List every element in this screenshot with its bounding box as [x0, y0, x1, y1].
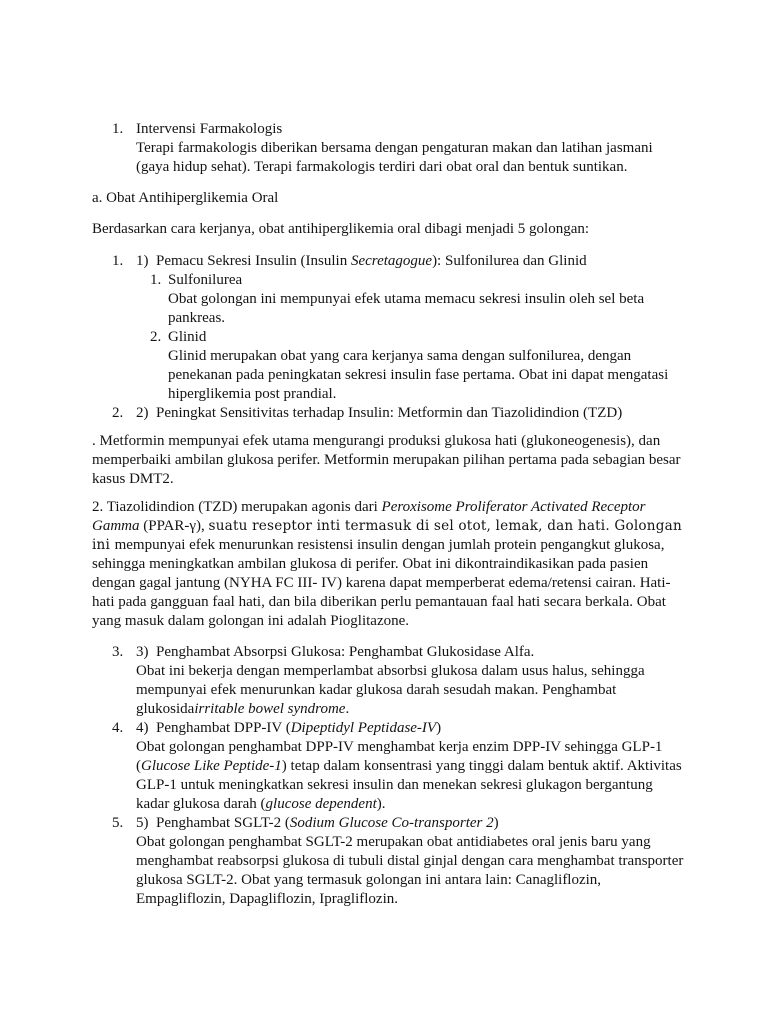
- text-line-group: [92, 189, 686, 208]
- text-run: 5) Penghambat SGLT-2 (: [136, 815, 290, 831]
- list-item-level1: [112, 404, 686, 423]
- list-marker: 1.: [150, 272, 162, 288]
- text-run: ) tetap dalam konsentrasi yang tinggi dalam bentuk aktif. Aktivitas GLP-1 untuk meningkatkan sekresi insulin dan menekan sekresi glukagon bergantung kadar glukosa darah (: [136, 758, 682, 812]
- text-run: Berdasarkan cara kerjanya, obat antihiperglikemia oral dibagi menjadi 5 golongan:: [92, 221, 590, 237]
- list-marker: 2.: [150, 329, 162, 345]
- block-text: [168, 271, 686, 328]
- text-line-group: [92, 498, 686, 631]
- block-text: [168, 328, 686, 404]
- text-run: glucose dependent: [265, 796, 377, 812]
- text-line-group: [136, 252, 686, 271]
- text-line-group: [136, 139, 686, 177]
- text-run: mempunyai efek menurunkan resistensi insulin dengan jumlah protein pengangkut glukosa, sehingga meningkatkan ambilan glukosa di perifer. Obat ini dikontraindikasikan pada pasien dengan gagal jantung (NYHA FC III- IV) karena dapat memperberat edema/retensi cairan. Hati-hati pada gangguan faal hati, dan bila diberikan perlu pemantauan faal hati secara berkala. Obat yang masuk dalam golongan ini adalah Pioglitazone.: [92, 537, 671, 629]
- text-run: 2) Peningkat Sensitivitas terhadap Insulin: Metformin dan Tiazolidindion (TZD): [136, 405, 623, 421]
- block-text: [136, 120, 686, 177]
- text-line-group: [168, 347, 686, 404]
- list-item-level2: [150, 271, 686, 328]
- paragraph: [92, 432, 686, 489]
- block-text: [136, 814, 686, 909]
- text-run: ): Sulfonilurea dan Glinid: [432, 253, 587, 269]
- text-run: Intervensi Farmakologis: [136, 121, 283, 137]
- text-line-group: [136, 719, 686, 738]
- block-text: [92, 220, 686, 239]
- text-line-group: [92, 220, 686, 239]
- list-marker: 4.: [112, 720, 124, 736]
- block-text: [92, 189, 686, 208]
- text-line-group: [136, 738, 686, 814]
- list-marker: 5.: [112, 815, 124, 831]
- text-line-group: [168, 328, 686, 347]
- text-run: Secretagogue: [350, 253, 433, 269]
- text-run: ): [436, 720, 442, 736]
- list-item-level1: [112, 814, 686, 909]
- text-run: Sodium Glucose Co-transporter 2: [289, 815, 494, 831]
- text-run: 3) Penghambat Absorpsi Glukosa: Penghambat Glukosidase Alfa.: [136, 644, 535, 660]
- list-item-level1: [112, 252, 686, 271]
- text-line-group: [92, 432, 686, 489]
- text-run: 4) Penghambat DPP-IV (: [136, 720, 291, 736]
- text-run: Obat golongan penghambat SGLT-2 merupakan obat antidiabetes oral jenis baru yang menghambat reabsorpsi glukosa di tubuli distal ginjal dengan cara menghambat transporter glukosa SGLT-2. Obat yang termasuk golongan ini antara lain: Canagliflozin, Empagliflozin, Dapagliflozin, Ipragliflozin.: [136, 834, 684, 907]
- text-run: .: [345, 701, 350, 717]
- list-item-level1: [112, 120, 686, 177]
- list-marker: 2.: [112, 405, 124, 421]
- text-run: Peroxisome Proliferator Activated Receptor Gamma: [92, 499, 646, 534]
- text-run: Obat golongan ini mempunyai efek utama memacu sekresi insulin oleh sel beta pankreas.: [168, 291, 645, 326]
- list-marker: 1.: [112, 121, 124, 137]
- text-run: ): [493, 815, 499, 831]
- block-text: [136, 252, 686, 271]
- text-run: 1) Pemacu Sekresi Insulin (Insulin: [136, 253, 351, 269]
- text-run: Glinid merupakan obat yang cara kerjanya sama dengan sulfonilurea, dengan penekanan pada peningkatan sekresi insulin fase pertama. Obat ini dapat mengatasi hiperglikemia post prandial.: [168, 348, 669, 402]
- text-line-group: [168, 290, 686, 328]
- paragraph: [92, 498, 686, 631]
- text-line-group: [136, 662, 686, 719]
- list-item-level1: [112, 643, 686, 719]
- block-text: [136, 719, 686, 814]
- block-text: [92, 432, 686, 489]
- text-run: Glinid: [168, 329, 207, 345]
- text-run: Glucose Like Peptide-1: [141, 758, 282, 774]
- text-run: ).: [376, 796, 386, 812]
- text-run: 2. Tiazolidindion (TZD) merupakan agonis dari: [92, 499, 382, 515]
- text-run: Sulfonilurea: [168, 272, 243, 288]
- text-line-group: [136, 814, 686, 833]
- text-line-group: [168, 271, 686, 290]
- list-marker: 3.: [112, 644, 124, 660]
- text-run: Dipeptidyl Peptidase-IV: [290, 720, 437, 736]
- paragraph: [92, 220, 686, 239]
- text-line-group: [136, 643, 686, 662]
- text-run: a. Obat Antihiperglikemia Oral: [92, 190, 279, 206]
- paragraph: [92, 189, 686, 208]
- block-text: [136, 643, 686, 719]
- text-run: irritable bowel syndrome: [194, 701, 346, 717]
- list-marker: 1.: [112, 253, 124, 269]
- text-run: Obat ini bekerja dengan memperlambat absorbsi glukosa dalam usus halus, sehingga mempunyai efek menurunkan kadar glukosa darah sesudah makan. Penghambat glukosida: [136, 663, 645, 717]
- text-run: . Metformin mempunyai efek utama mengurangi produksi glukosa hati (glukoneogenesis), dan memperbaiki ambilan glukosa perifer. Metformin merupakan pilihan pertama pada sebagian besar kasus DMT2.: [92, 433, 681, 487]
- document-content: [92, 120, 686, 909]
- list-item-level2: [150, 328, 686, 404]
- text-run: Obat golongan penghambat DPP-IV menghambat kerja enzim DPP-IV sehingga GLP-1 (: [136, 739, 663, 774]
- block-text: [136, 404, 686, 423]
- text-run: (PPAR-γ),: [139, 518, 209, 534]
- block-text: [92, 498, 686, 631]
- text-run: Terapi farmakologis diberikan bersama dengan pengaturan makan dan latihan jasmani (gaya hidup sehat). Terapi farmakologis terdiri dari obat oral dan bentuk suntikan.: [136, 140, 653, 175]
- list-item-level1: [112, 719, 686, 814]
- text-run: suatu reseptor inti termasuk di sel otot, lemak, dan hati. Golongan ini: [92, 518, 682, 553]
- text-line-group: [136, 120, 686, 139]
- text-line-group: [136, 833, 686, 909]
- text-line-group: [136, 404, 686, 423]
